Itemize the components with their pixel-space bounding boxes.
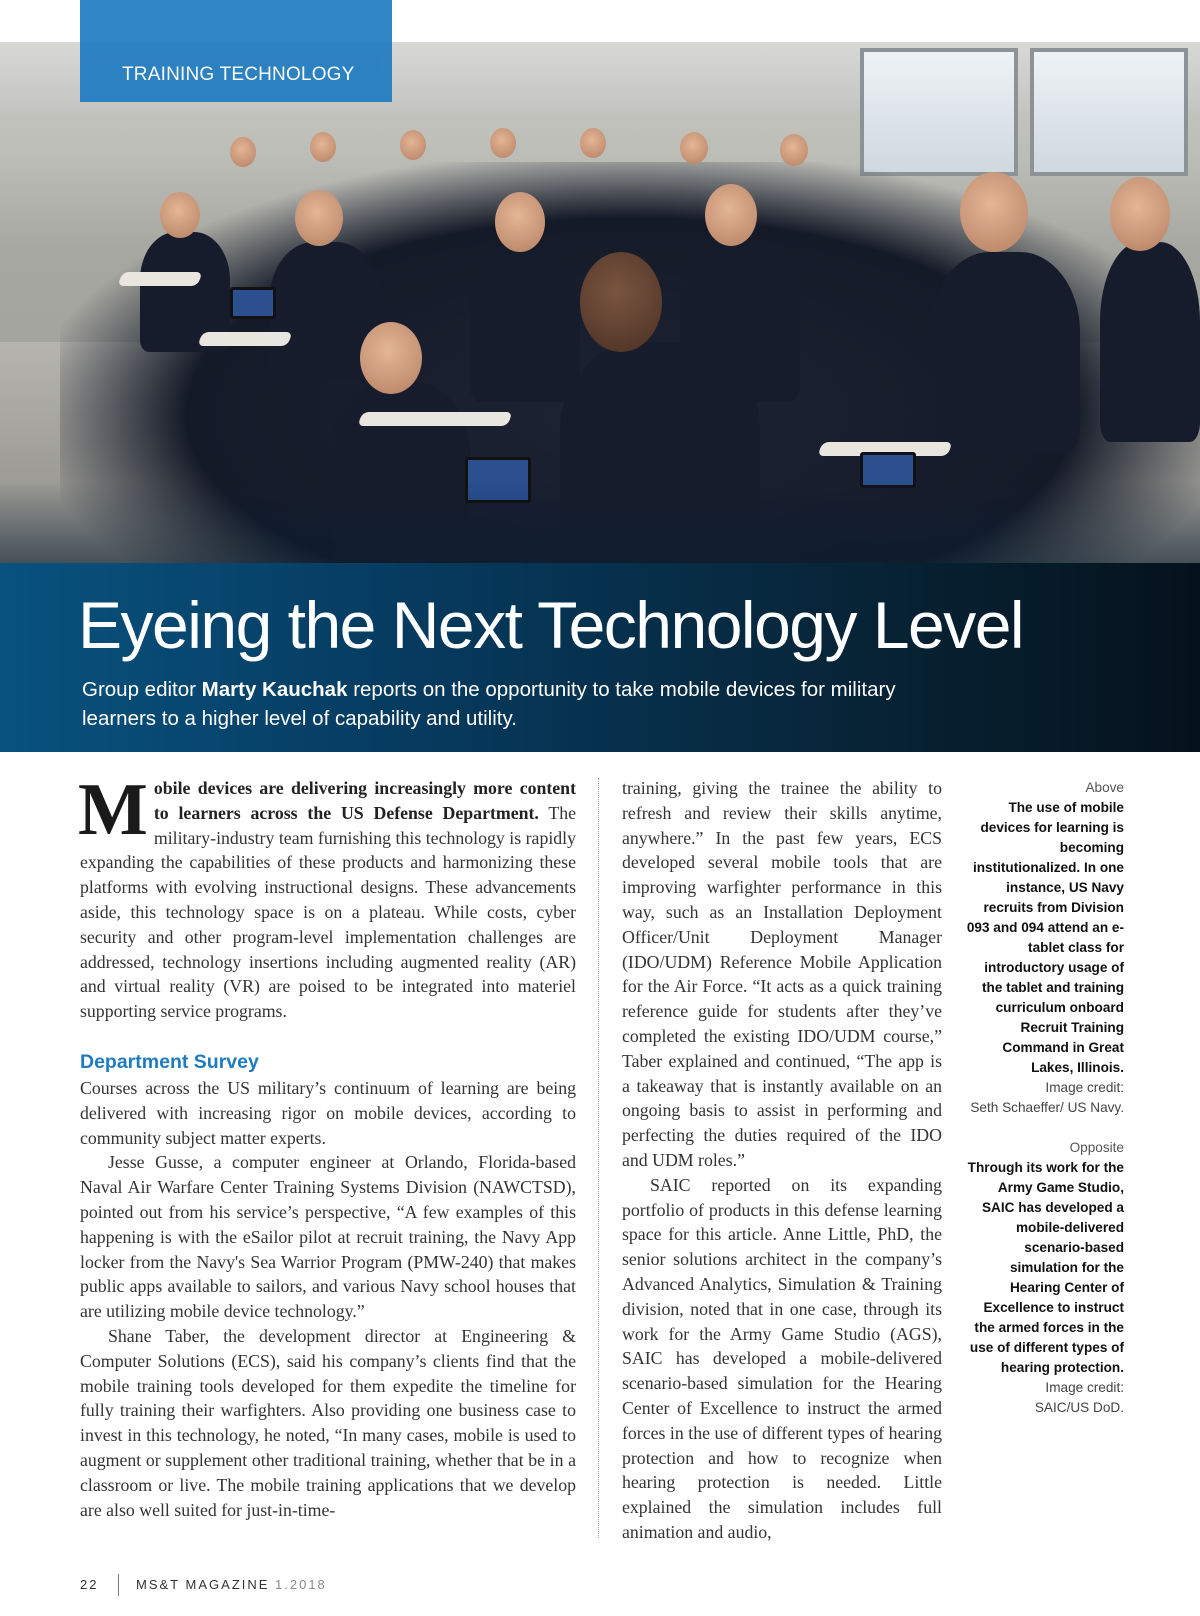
intro-body: The military-industry team furnishing this technology is rapidly expanding the capabilities of these products and harmonizing these platforms with evolving instructional designs. These advancements aside, this technology space is on a plateau. While costs, cyber security and other program-level implementation challenges are addressed, technology insertions including augmented reality (AR) and virtual reality (VR) are poised to be integrated into materiel supporting service programs. [80,802,576,1022]
photo-recruit-head [295,190,343,246]
caption-label-above: Above [1085,780,1124,795]
standfirst [82,675,942,733]
issue-number: 1.2018 [275,1577,327,1592]
photo-captions [966,778,1124,1418]
caption-label-opposite: Opposite [1069,1140,1124,1155]
paragraph-intro [78,769,576,1024]
photo-recruit-head [360,322,422,394]
magazine-name [136,1577,327,1592]
photo-recruit-head [580,252,662,352]
photo-desk [357,412,512,426]
caption-credit-above: Seth Schaeffer/ US Navy. [970,1100,1124,1115]
standfirst-body: reports on the opportunity to take mobile devices for military learners to a higher level of capability and utility. [82,678,896,730]
section-label: TRAINING TECHNOLOGY [122,64,355,85]
caption-credit-label: Image credit: [1045,1080,1124,1095]
paragraph: SAIC reported on its expanding portfolio of products in this defense learning space for this article. Anne Little, PhD, the senior solutions architect in the company’s Advanced Analytics, Simulation & Training division, noted that in one case, through its work for the Army Game Studio (AGS), SAIC has developed a mobile-delivered scenario-based simulation for the Hearing Center of Excellence to instruct the armed forces in the use of different types of hearing protection and how to recognize when hearing protection is needed. Little explained the simulation includes full animation and audio, [622,1174,942,1542]
photo-recruit-head [1110,177,1170,251]
photo-recruit-head [680,132,708,164]
photo-shade [0,482,1200,563]
title-banner [0,563,1200,752]
caption-credit-opposite: SAIC/US DoD. [1034,1400,1124,1415]
photo-recruit-head [160,192,200,238]
photo-desk [117,272,202,286]
photo-recruit-head [780,134,808,166]
caption-credit-label: Image credit: [1045,1380,1124,1395]
photo-recruit-head [230,137,256,167]
photo-recruit-head [400,130,426,160]
subhead-department-survey: Department Survey [80,1050,259,1073]
photo-tablet [230,287,276,319]
caption-text-opposite: Through its work for the Army Game Studio, SAIC has developed a mobile-delivered scenario-based simulation for the Hearing Center of Excellence to instruct the armed forces in the use of different types of hearing protection. [967,1160,1124,1375]
standfirst-intro: Group editor [82,678,202,701]
caption-text-above: The use of mobile devices for learning is becoming institutionalized. In one instance, US Navy recruits from Division 093 and 094 attend an e-tablet class for introductory usage of the tablet and training curriculum onboard Recruit Training Command in Great Lakes, Illinois. [966,800,1124,1075]
photo-recruit-head [490,128,516,158]
photo-recruit-head [495,192,545,252]
section-kicker [80,0,392,102]
photo-recruit-head [705,184,757,246]
photo-window [1030,48,1188,176]
photo-window [860,48,1018,176]
article-column-2 [622,776,942,1545]
photo-recruit-head [580,128,606,158]
drop-cap: M [78,769,148,851]
folio-separator [118,1574,119,1596]
photo-recruit-shirt [470,252,580,402]
paragraph: Shane Taber, the development director at Engineering & Computer Solutions (ECS), said his company’s clients find that the mobile training tools developed for them expedite the timeline for fully training their warfighters. Also providing one business case to invest in this technology, he noted, “In many cases, mobile is used to augment or supplement other traditional training, whether that be in a classroom or live. The mobile training applications that we develop are also well suited for just-in-time- [80,1325,576,1520]
magazine-title: MS&T MAGAZINE [136,1577,270,1592]
article-column-1 [78,769,576,1522]
paragraph: Jesse Gusse, a computer engineer at Orlando, Florida-based Naval Air Warfare Center Training Systems Division (NAWCTSD), pointed out from his service’s perspective, “A few examples of this happening is with the eSailor pilot at recruit training, the Navy App locker from the Navy's Sea Warrior Program (PMW-240) that makes public apps available to sailors, and various Navy school houses that are utilizing mobile device technology.” [80,1152,576,1322]
article-title: Eyeing the Next Technology Level [78,588,1024,662]
hero-photo [0,42,1200,563]
photo-recruit-head [310,132,336,162]
column-divider [598,778,599,1538]
lead-sentence: obile devices are delivering increasingly more content to learners across the US Defense Department. [153,778,576,823]
page-number: 22 [80,1577,99,1592]
photo-recruit-head [960,172,1028,252]
photo-recruit-shirt [1100,242,1200,442]
standfirst-author: Marty Kauchak [201,678,348,701]
photo-desk [197,332,292,346]
paragraph: training, giving the trainee the ability to refresh and review their skills anytime, anywhere.” In the past few years, ECS developed several mobile tools that are improving warfighter performance in this way, such as an Installation Deployment Officer/Unit Deployment Manager (IDO/UDM) Reference Mobile Application for the Air Force. “It acts as a quick training reference guide for students after they’ve completed the existing IDO/UDM course,” Taber explained and continued, “The app is a takeaway that is instantly available on an ongoing basis to assist in performing and perfecting the duties required of the IDO and UDM roles.” [622,778,942,1170]
paragraph: Courses across the US military’s continuum of learning are being delivered with increasing rigor on mobile devices, according to community subject matter experts. [80,1077,576,1148]
photo-recruit-shirt [930,252,1080,452]
